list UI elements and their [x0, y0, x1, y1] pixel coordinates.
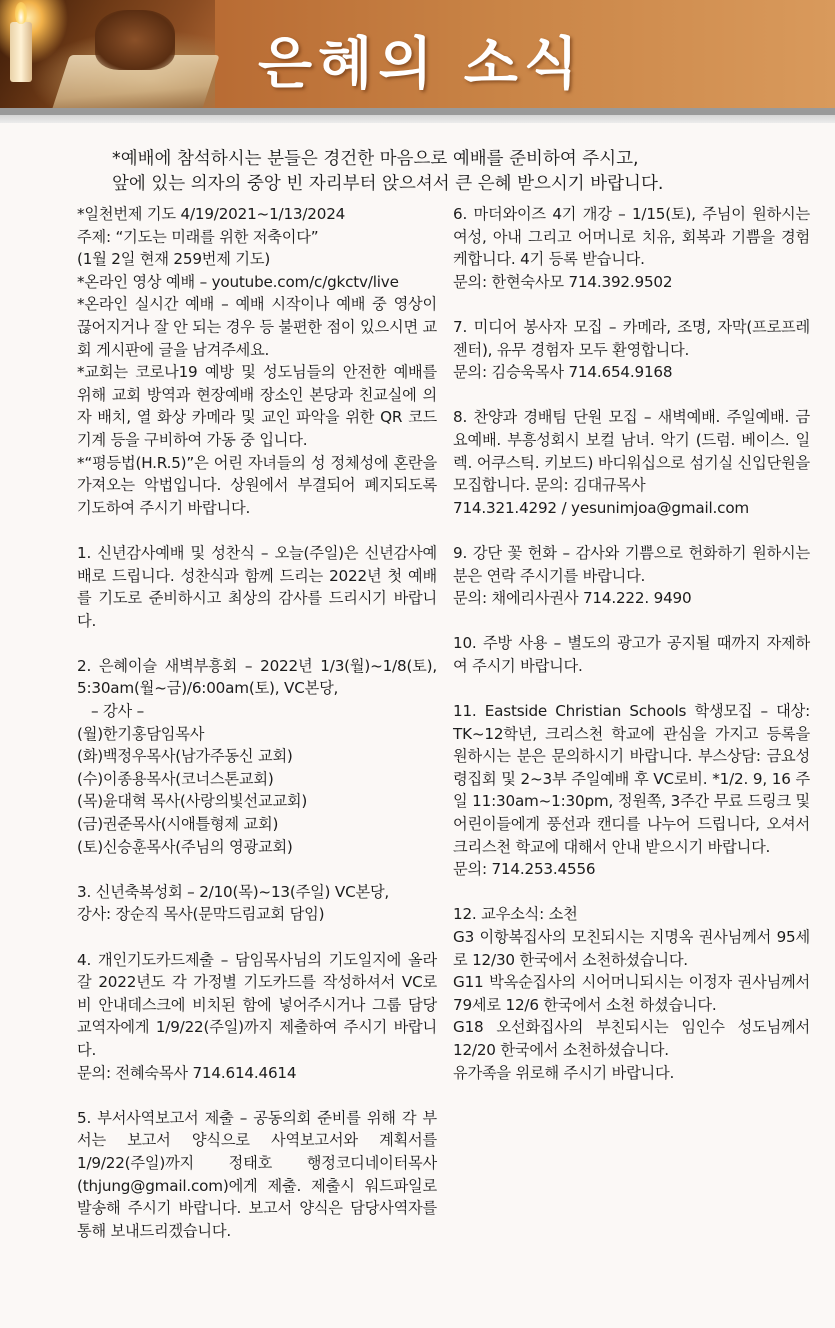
item-text: 7. 미디어 봉사자 모집 – 카메라, 조명, 자막(프로프레젠터), 유무 경험자 모두 환영합니다. — [453, 317, 810, 359]
item-5 — [77, 1107, 437, 1243]
item-6 — [453, 203, 810, 293]
item-text: 4. 개인기도카드제출 – 담임목사님의 기도일지에 올라갈 2022년도 각 가정별 기도카드를 작성하셔서 VC로비 안내데스크에 비치된 함에 넣어주시거나 그룹 담당교역자에게 1/9/22(주일)까지 제출하여 주시기 바랍니다. — [77, 950, 437, 1059]
item-text: 10. 주방 사용 – 별도의 광고가 공지될 때까지 자제하여 주시기 바랍니다. — [453, 634, 810, 675]
notice-line: *일천번제 기도 4/19/2021~1/13/2024 — [77, 205, 346, 223]
item-text: 9. 강단 꽃 헌화 – 감사와 기쁨으로 헌화하기 원하시는 분은 연락 주시기를 바랍니다. — [453, 543, 810, 585]
speaker-line: (수)이종용목사(코너스톤교회) — [77, 769, 274, 788]
item-text: 강사: 장순직 목사(문막드림교회 담임) — [77, 905, 325, 924]
intro-line: 앞에 있는 의자의 중앙 빈 자리부터 앉으셔서 큰 은혜 받으시기 바랍니다. — [112, 174, 664, 194]
notice-line: 주제: “기도는 미래를 위한 저축이다” — [77, 227, 319, 246]
left-column — [77, 203, 437, 1265]
divider-dark — [0, 108, 835, 115]
page-title: 은혜의 소식 — [258, 31, 584, 97]
item-7 — [453, 316, 810, 384]
flame-icon — [15, 2, 27, 24]
general-notices — [77, 203, 437, 519]
speaker-line: (금)권준목사(시애틀형제 교회) — [77, 815, 279, 834]
speaker-line: (토)신승훈목사(주님의 영광교회) — [77, 837, 293, 856]
item-text: 8. 찬양과 경배팀 단원 모집 – 새벽예배. 주일예배. 금요예배. 부흥성회시 보컬 남녀. 악기 (드럼. 베이스. 일렉. 어쿠스틱. 키보드) 바디워십으로 섬기실 신입단원을 모집합니다. 문의: 김대규목사 — [453, 408, 810, 495]
contact-line: 문의: 714.253.4556 — [453, 860, 596, 879]
intro-line: *예배에 참석하시는 분들은 경건한 마음으로 예배를 준비하여 주시고, — [112, 149, 639, 169]
speaker-heading: – 강사 – — [91, 702, 144, 721]
speaker-line: (목)윤대혁 목사(사랑의빛선교교회) — [77, 792, 308, 811]
praying-hands-image — [95, 10, 175, 70]
divider-light — [0, 115, 835, 123]
item-3 — [77, 881, 437, 926]
speaker-line: (화)백정우목사(남가주동신 교회) — [77, 747, 293, 766]
contact-line: 문의: 김승욱목사 714.654.9168 — [453, 363, 673, 382]
contact-line: 문의: 전혜숙목사 714.614.4614 — [77, 1063, 297, 1082]
notice-line: (1월 2일 현재 259번제 기도) — [77, 250, 271, 269]
obituary-line: G11 박옥순집사의 시어머니되시는 이정자 권사님께서 79세로 12/6 한국에서 소천 하셨습니다. — [453, 973, 810, 1014]
item-text: 12. 교우소식: 소천 — [453, 905, 578, 924]
item-1 — [77, 542, 437, 632]
item-9 — [453, 542, 810, 610]
right-column — [453, 203, 810, 1107]
obituary-line: G3 이항복집사의 모친되시는 지명옥 권사님께서 95세로 12/30 한국에서 소천하셨습니다. — [453, 928, 810, 969]
notice-line: *온라인 실시간 예배 – 예배 시작이나 예배 중 영상이 끊어지거나 잘 안 되는 경우 등 불편한 점이 있으시면 교회 게시판에 글을 남겨주세요. — [77, 295, 438, 359]
header-banner — [0, 0, 835, 108]
intro-notice — [112, 147, 812, 197]
item-text: 2. 은혜이슬 새벽부흥회 – 2022년 1/3(월)~1/8(토), 5:30am(월~금)/6:00am(토), VC본당, — [77, 656, 437, 698]
notice-line: *교회는 코로나19 예방 및 성도님들의 안전한 예배를 위해 교회 방역과 현장예배 장소인 본당과 친교실에 의자 배치, 열 화상 카메라 및 교인 파악을 위한 QR 코드 기계 등을 구비하여 가동 중 입니다. — [77, 363, 437, 449]
obituary-line: G18 오선화집사의 부친되시는 임인수 성도님께서 12/20 한국에서 소천하셨습니다. — [453, 1018, 810, 1059]
item-11 — [453, 700, 810, 881]
item-8 — [453, 406, 810, 519]
contact-line: 문의: 한현숙사모 714.392.9502 — [453, 272, 673, 291]
item-4 — [77, 949, 437, 1085]
prayer-photo — [0, 0, 215, 108]
item-text: 5. 부서사역보고서 제출 – 공동의회 준비를 위해 각 부서는 보고서 양식으로 사역보고서와 계획서를 1/9/22(주일)까지 정태호 행정코디네이터목사(thjung@gmail.com)에게 제출. 제출시 워드파일로 발송해 주시기 바랍니다. 보고서 양식은 담당사역자를 통해 보내드리겠습니다. — [77, 1108, 437, 1240]
contact-line: 714.321.4292 / yesunimjoa@gmail.com — [453, 498, 750, 517]
item-2 — [77, 655, 437, 858]
obituary-line: 유가족을 위로해 주시기 바랍니다. — [453, 1063, 675, 1082]
item-10 — [453, 632, 810, 677]
item-text: 11. Eastside Christian Schools 학생모집 – 대상: TK~12학년, 크리스천 학교에 관심을 가지고 등록을 원하시는 분은 문의하시기 바랍니다. 부스상담: 금요성령집회 및 2~3부 주일예배 후 VC로비. *1/2. 9, 16 주일 11:30am~1:30pm, 정원쪽, 3주간 무료 드링크 및 어린이들에게 풍선과 캔디를 나누어 드립니다, 오셔서 크리스천 학교에 대해서 안내 받으시기 바랍니다. — [453, 702, 810, 856]
speaker-line: (월)한기홍담임목사 — [77, 724, 205, 743]
contact-line: 문의: 채에리사권사 714.222. 9490 — [453, 589, 692, 608]
item-text: 3. 신년축복성회 – 2/10(목)~13(주일) VC본당, — [77, 882, 390, 901]
notice-line: *“평등법(H.R.5)”은 어린 자녀들의 성 정체성에 혼란을 가져오는 악법입니다. 상원에서 부결되어 폐지되도록 기도하여 주시기 바랍니다. — [77, 453, 437, 517]
candle-icon — [10, 22, 32, 82]
item-12 — [453, 903, 810, 1084]
item-text: 6. 마더와이즈 4기 개강 – 1/15(토), 주님이 원하시는 여성, 아내 그리고 어머니로 치유, 회복과 기쁨을 경험케합니다. 4기 등록 받습니다. — [453, 205, 810, 269]
notice-line: *온라인 영상 예배 – youtube.com/c/gkctv/live — [77, 272, 399, 291]
item-text: 1. 신년감사예배 및 성찬식 – 오늘(주일)은 신년감사예배로 드립니다. 성찬식과 함께 드리는 2022년 첫 예배를 기도로 준비하시고 최상의 감사를 드리시기 바랍니다. — [77, 543, 437, 630]
